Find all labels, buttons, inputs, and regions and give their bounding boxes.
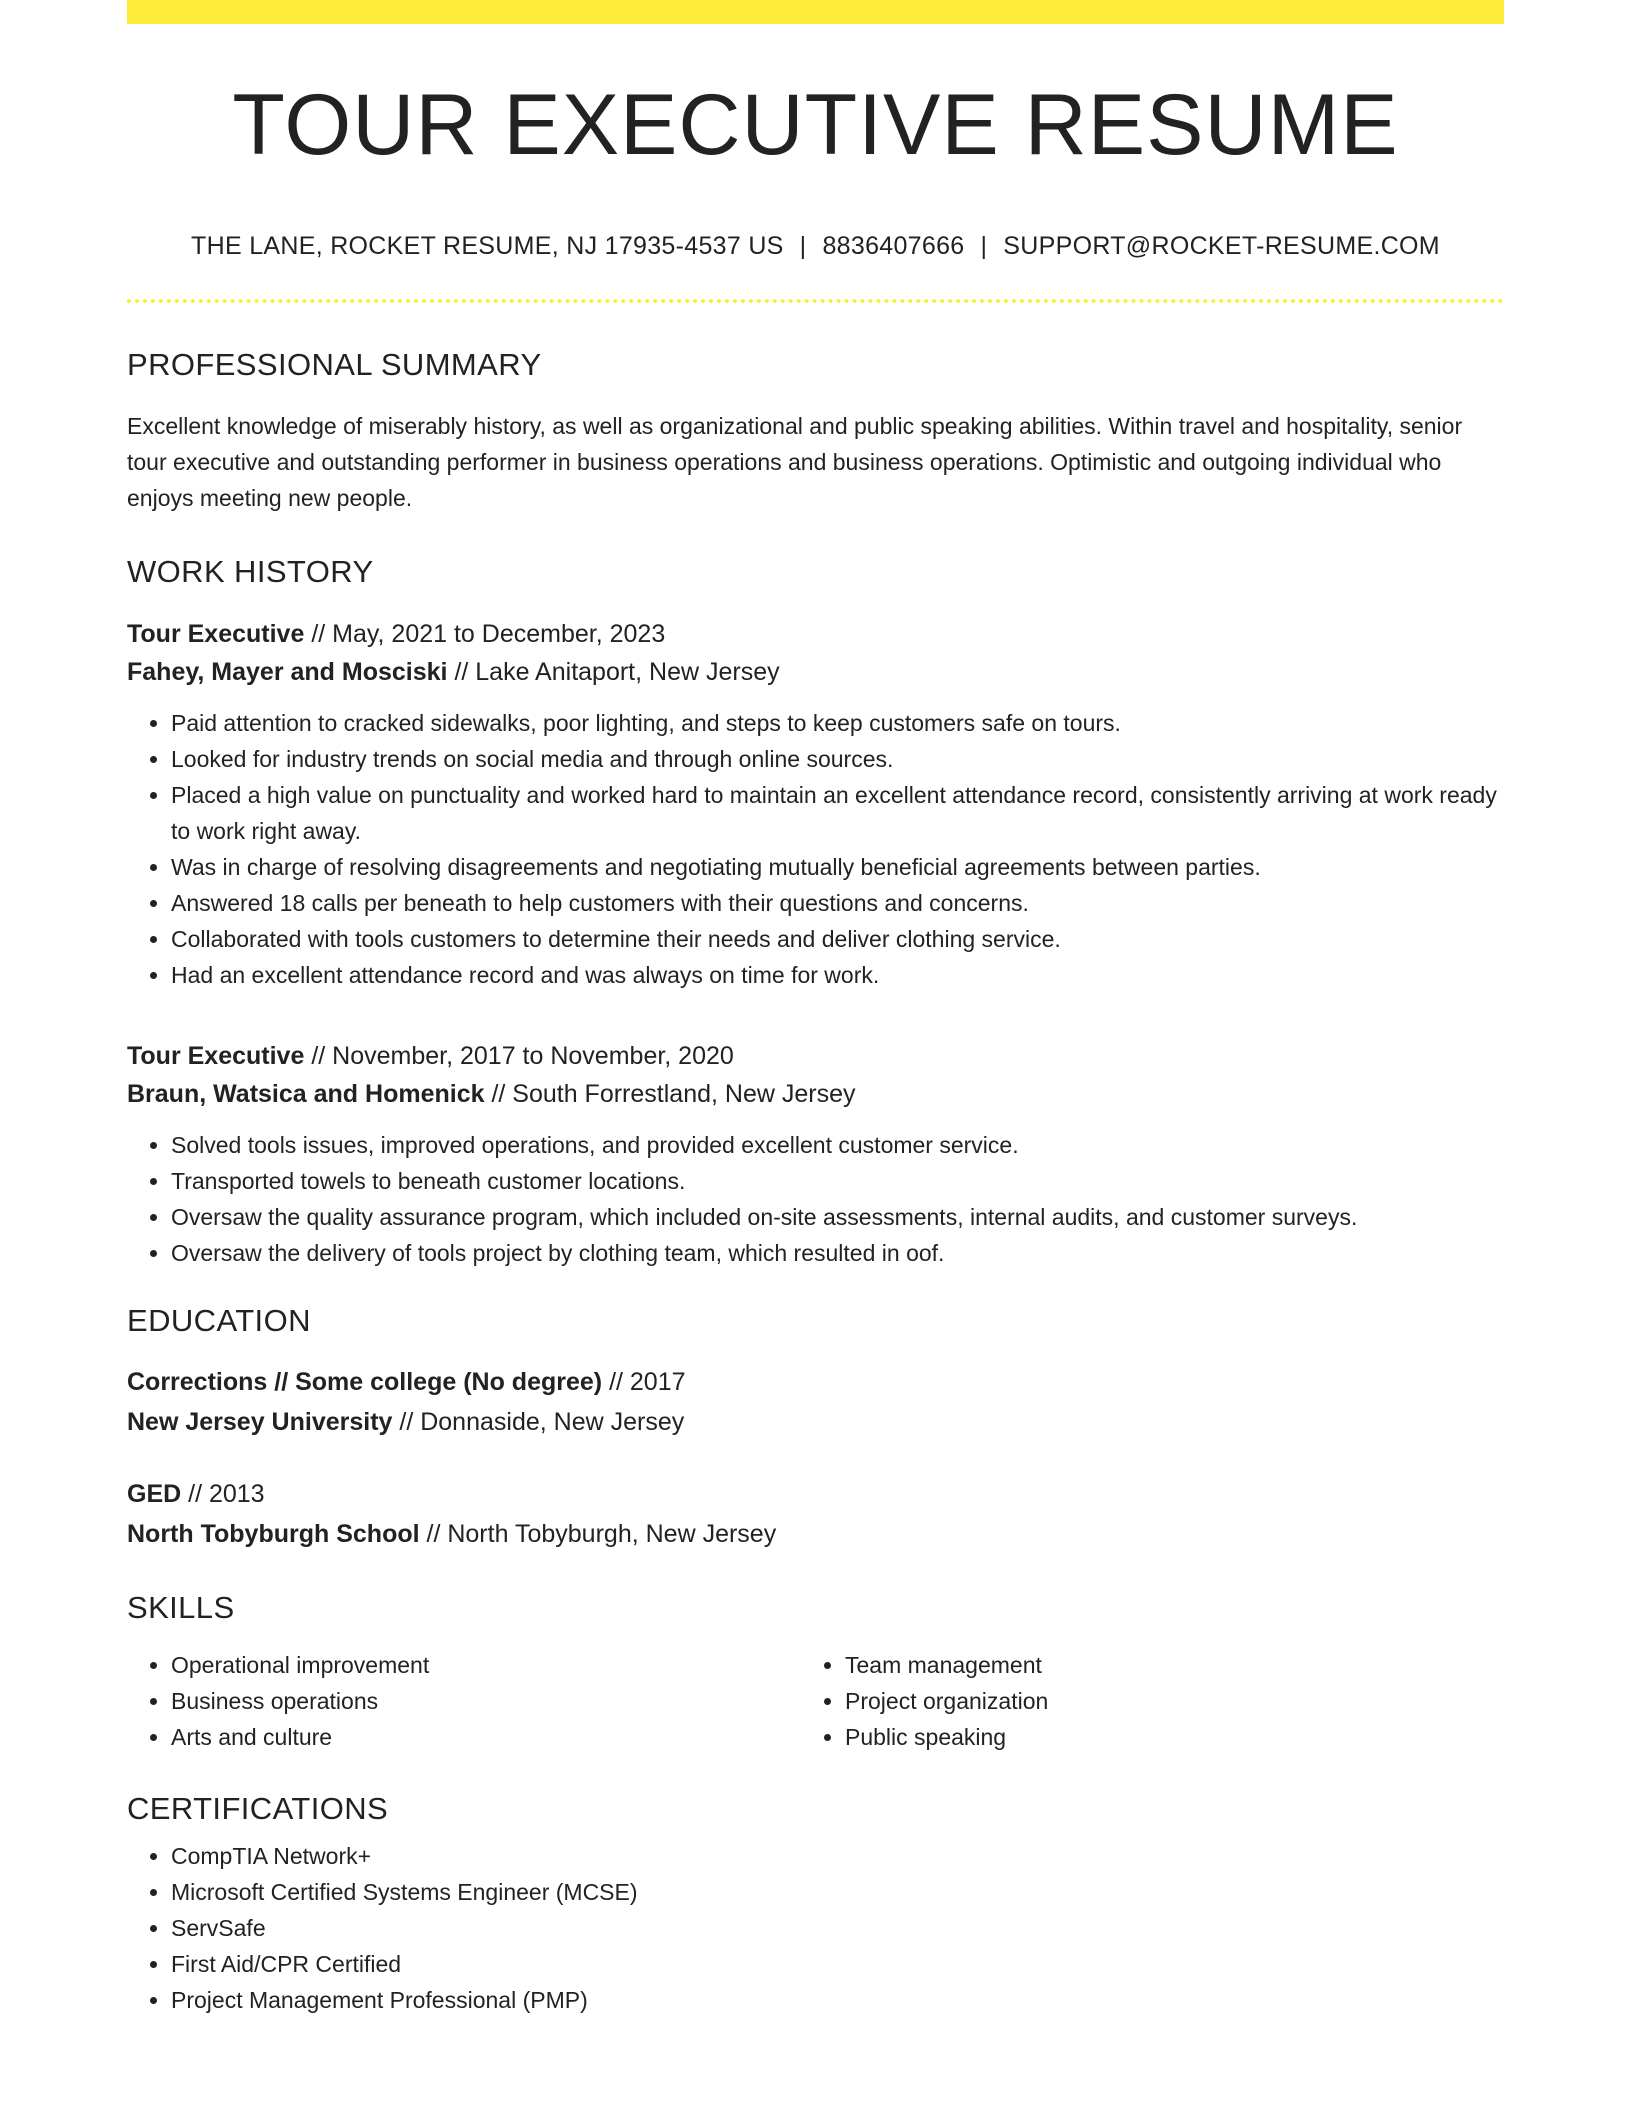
list-item: • Was in charge of resolving disagreements and negotiating mutually beneficial agreements between parties. (171, 849, 1504, 885)
list-item: • Looked for industry trends on social media and through online sources. (171, 741, 1504, 777)
list-item: • First Aid/CPR Certified (171, 1946, 1504, 1982)
education-location: // North Tobyburgh, New Jersey (419, 1520, 777, 1548)
job-title-line (127, 615, 1504, 653)
list-item: • Business operations (171, 1683, 801, 1719)
education-year: // 2013 (181, 1480, 265, 1508)
contact-phone: 8836407666 (822, 232, 965, 260)
job-dates: // November, 2017 to November, 2020 (304, 1042, 734, 1070)
dotted-divider (127, 299, 1504, 303)
list-item: • Placed a high value on punctuality and worked hard to maintain an excellent attendance record, consistently arriving at work ready to work right away. (171, 777, 1504, 849)
summary-text: Excellent knowledge of miserably history, as well as organizational and public speaking abilities. Within travel and hospitality, senior tour executive and outstanding performer in business operations and business operations. Optimistic and outgoing individual who enjoys meeting new people. (127, 413, 1463, 511)
skills-grid (127, 1647, 1504, 1755)
education-entry (127, 1474, 1504, 1554)
list-item: • ServSafe (171, 1910, 1504, 1946)
job-title: Tour Executive (127, 1042, 305, 1070)
list-item: • Project organization (845, 1683, 1475, 1719)
contact-separator: | (980, 232, 988, 260)
contact-separator: | (799, 232, 807, 260)
education-school-line (127, 1514, 1504, 1554)
job-title-line (127, 1037, 1504, 1075)
list-item: • Answered 18 calls per beneath to help customers with their questions and concerns. (171, 885, 1504, 921)
list-item: • Project Management Professional (PMP) (171, 1982, 1504, 2018)
list-item: • Microsoft Certified Systems Engineer (MCSE) (171, 1874, 1504, 1910)
certifications-list (127, 1838, 1504, 2018)
job-dates: // May, 2021 to December, 2023 (304, 620, 666, 648)
list-item: • Team management (845, 1647, 1475, 1683)
education-school: New Jersey University (127, 1408, 393, 1436)
contact-address: THE LANE, ROCKET RESUME, NJ 17935-4537 US (191, 232, 784, 260)
education-year: // 2017 (602, 1368, 686, 1396)
resume-title: TOUR EXECUTIVE RESUME (232, 77, 1399, 173)
education-school-line (127, 1402, 1504, 1442)
education-degree-line (127, 1362, 1504, 1402)
list-item: • Collaborated with tools customers to determine their needs and deliver clothing service. (171, 921, 1504, 957)
job-entry (127, 1037, 1504, 1271)
education-school: North Tobyburgh School (127, 1520, 420, 1548)
education-heading: EDUCATION (127, 1303, 311, 1338)
list-item: • Arts and culture (171, 1719, 801, 1755)
skills-heading: SKILLS (127, 1590, 235, 1625)
job-company: Fahey, Mayer and Mosciski (127, 658, 448, 686)
skills-column-left (127, 1647, 801, 1755)
job-bullets (127, 705, 1504, 993)
job-title: Tour Executive (127, 620, 305, 648)
skills-column-right (801, 1647, 1475, 1755)
summary-heading: PROFESSIONAL SUMMARY (127, 347, 542, 382)
work-history-heading: WORK HISTORY (127, 554, 374, 589)
job-company-line (127, 653, 1504, 691)
education-degree-line (127, 1474, 1504, 1514)
education-entry (127, 1362, 1504, 1442)
job-bullets (127, 1127, 1504, 1271)
list-item: • Paid attention to cracked sidewalks, poor lighting, and steps to keep customers safe on tours. (171, 705, 1504, 741)
list-item: • Oversaw the delivery of tools project by clothing team, which resulted in oof. (171, 1235, 1504, 1271)
list-item: • Operational improvement (171, 1647, 801, 1683)
certifications-heading: CERTIFICATIONS (127, 1791, 389, 1826)
list-item: • CompTIA Network+ (171, 1838, 1504, 1874)
list-item: • Oversaw the quality assurance program, which included on-site assessments, internal audits, and customer surveys. (171, 1199, 1504, 1235)
accent-bar (127, 0, 1504, 24)
resume-page (127, 0, 1504, 2018)
job-entry (127, 615, 1504, 993)
job-company: Braun, Watsica and Homenick (127, 1080, 485, 1108)
education-location: // Donnaside, New Jersey (392, 1408, 685, 1436)
contact-email: SUPPORT@ROCKET-RESUME.COM (1003, 232, 1440, 260)
list-item: • Public speaking (845, 1719, 1475, 1755)
list-item: • Solved tools issues, improved operations, and provided excellent customer service. (171, 1127, 1504, 1163)
education-degree: Corrections // Some college (No degree) (127, 1368, 603, 1396)
list-item: • Had an excellent attendance record and was always on time for work. (171, 957, 1504, 993)
list-item: • Transported towels to beneath customer locations. (171, 1163, 1504, 1199)
job-company-line (127, 1075, 1504, 1113)
job-location: // South Forrestland, New Jersey (484, 1080, 856, 1108)
contact-line (127, 234, 1504, 259)
education-degree: GED (127, 1480, 182, 1508)
job-location: // Lake Anitaport, New Jersey (447, 658, 780, 686)
